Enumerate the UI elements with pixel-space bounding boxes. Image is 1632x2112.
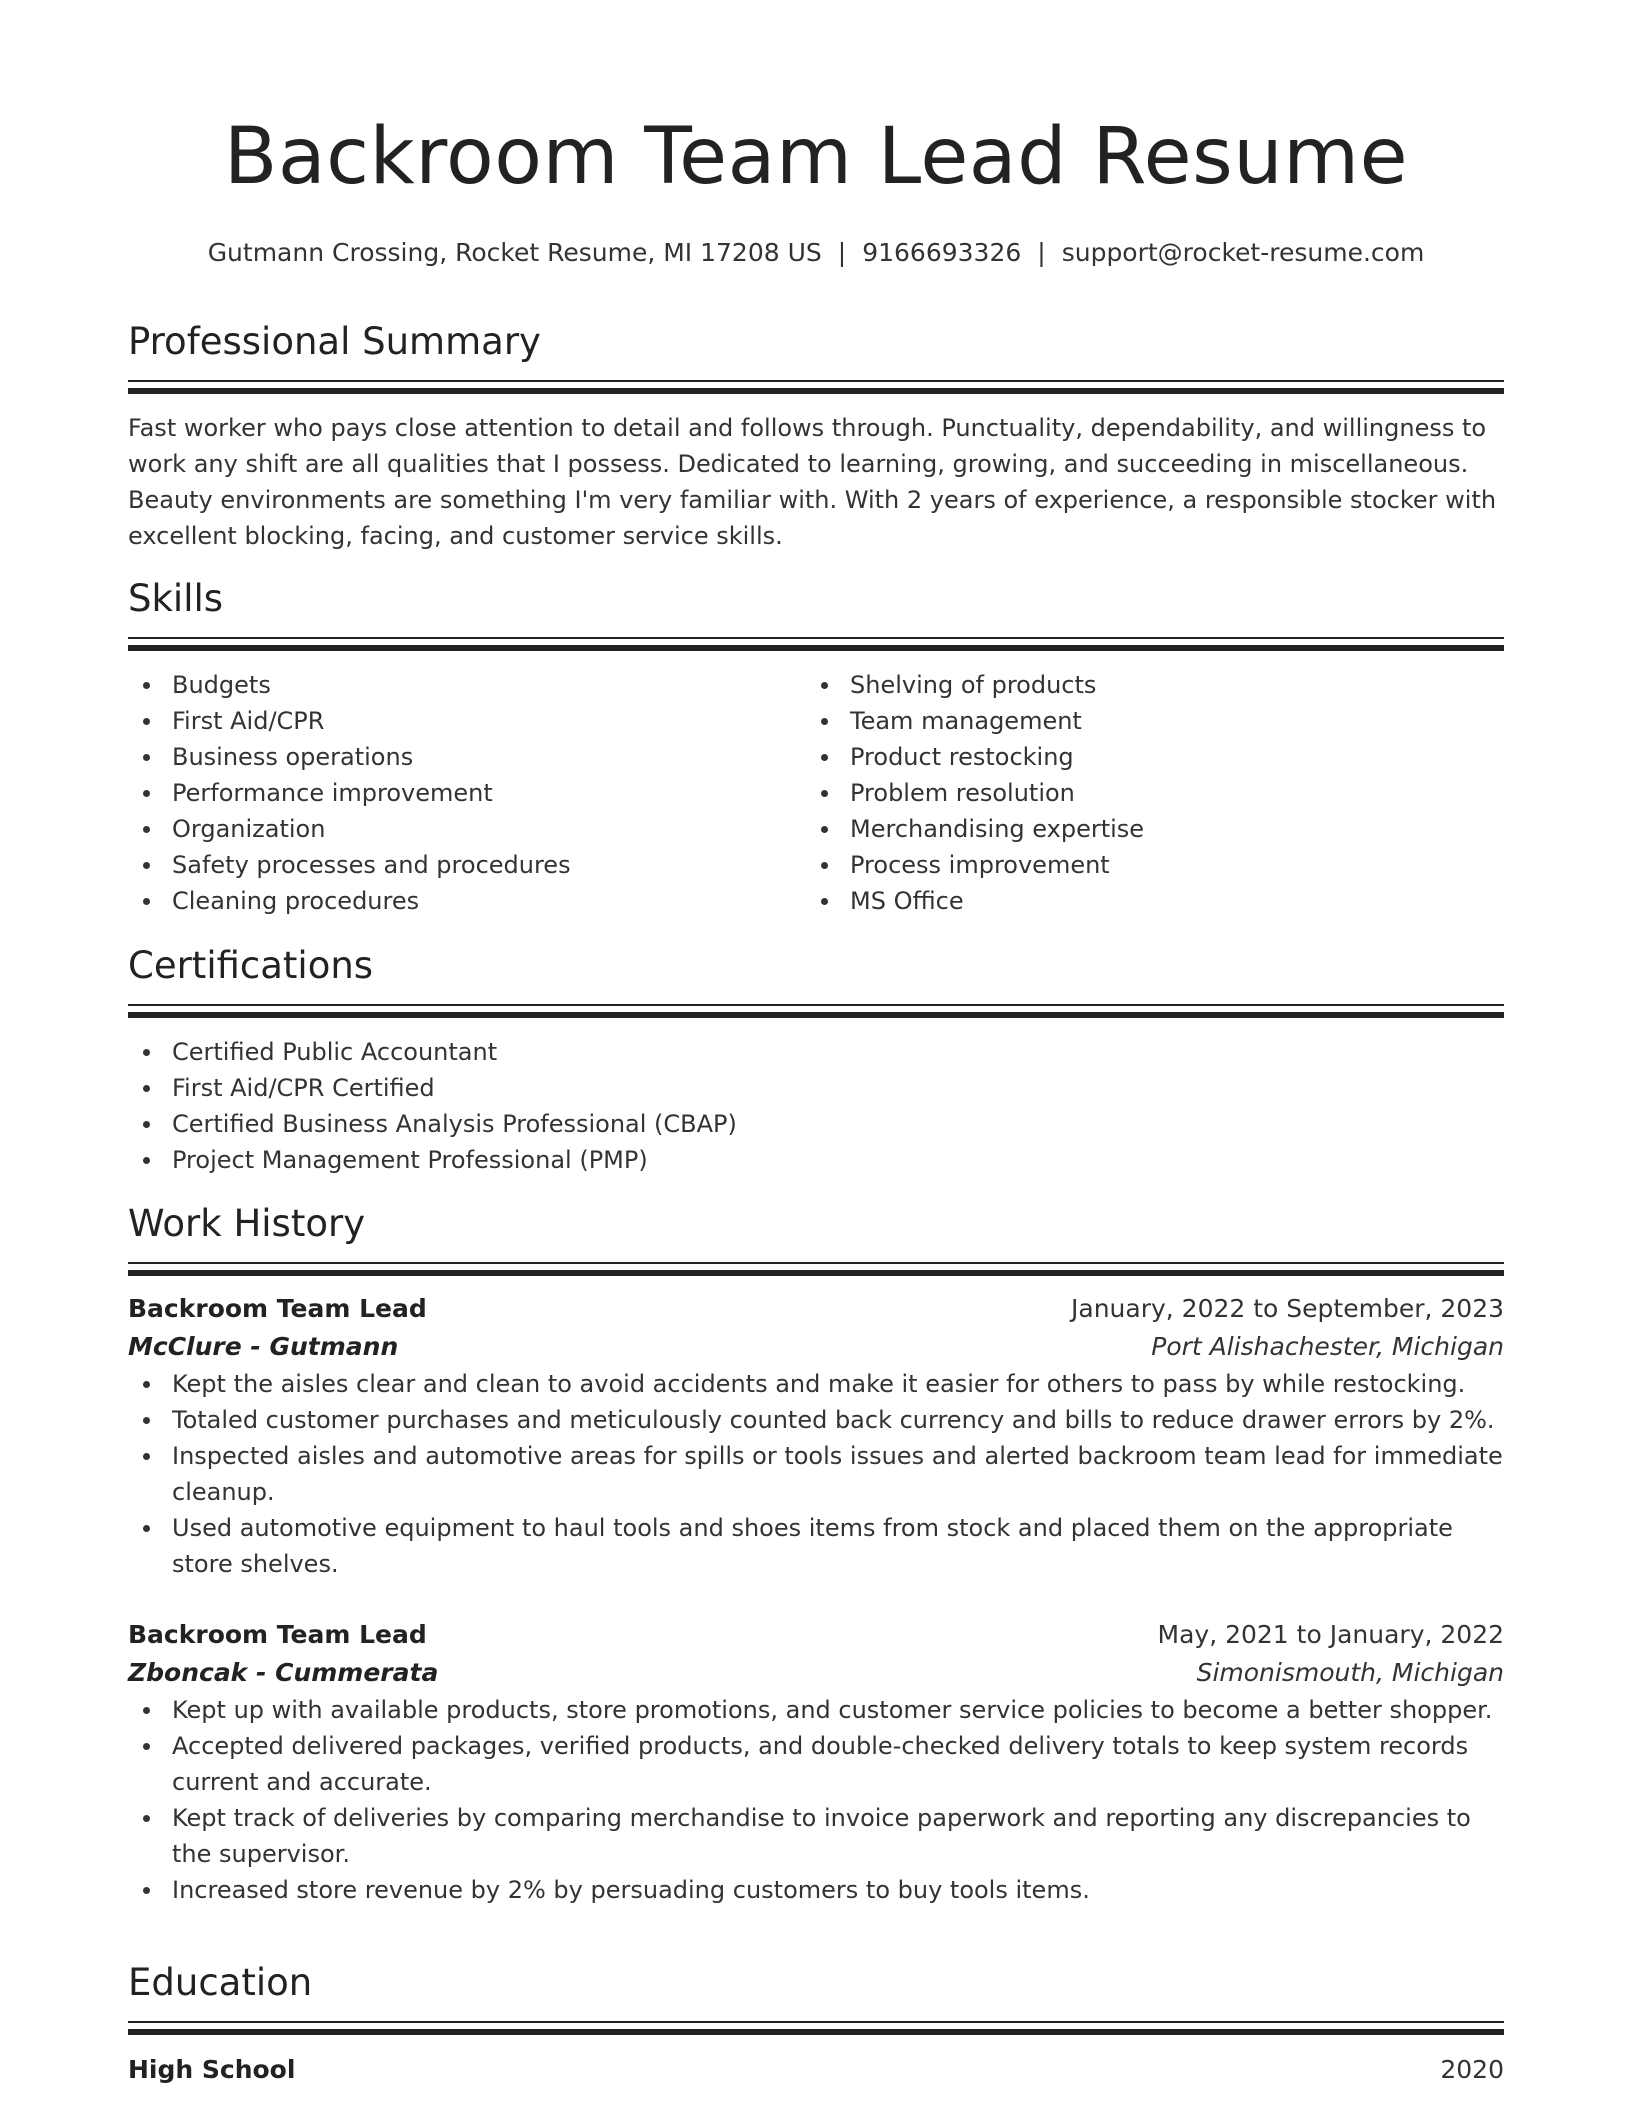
list-item: Increased store revenue by 2% by persuading customers to buy tools items. bbox=[128, 1872, 1504, 1908]
contact-separator: | bbox=[837, 238, 847, 267]
job-dates: January, 2022 to September, 2023 bbox=[1071, 1294, 1504, 1323]
list-item: First Aid/CPR Certified bbox=[128, 1070, 1504, 1106]
job-role: Backroom Team Lead bbox=[128, 1294, 427, 1323]
list-item: Totaled customer purchases and meticulously counted back currency and bills to reduce drawer errors by 2%. bbox=[128, 1402, 1504, 1438]
job-location: Port Alishachester, Michigan bbox=[1151, 1332, 1504, 1361]
list-item: Accepted delivered packages, verified products, and double-checked delivery totals to keep system records current and accurate. bbox=[128, 1728, 1504, 1800]
resume-title: Backroom Team Lead Resume bbox=[223, 112, 1409, 202]
section-heading: Certifications bbox=[128, 944, 374, 987]
section-heading: Education bbox=[128, 1961, 313, 2004]
list-item: Safety processes and procedures bbox=[128, 847, 806, 883]
job-header bbox=[128, 1290, 1504, 1328]
certifications-section bbox=[128, 944, 1504, 1178]
job-bullets bbox=[128, 1366, 1504, 1582]
list-item: Shelving of products bbox=[806, 667, 1484, 703]
section-divider bbox=[128, 2021, 1504, 2035]
skills-section bbox=[128, 577, 1504, 919]
section-divider bbox=[128, 380, 1504, 394]
job-entry bbox=[128, 1290, 1504, 1582]
job-company: Zboncak - Cummerata bbox=[128, 1658, 439, 1687]
education-degree: High School bbox=[128, 2055, 296, 2084]
skills-list-left bbox=[128, 667, 806, 919]
list-item: Product restocking bbox=[806, 739, 1484, 775]
job-role: Backroom Team Lead bbox=[128, 1620, 427, 1649]
skills-grid bbox=[128, 667, 1504, 919]
list-item: Inspected aisles and automotive areas for spills or tools issues and alerted backroom team lead for immediate cleanup. bbox=[128, 1438, 1504, 1510]
job-bullets bbox=[128, 1692, 1504, 1908]
skills-list-right bbox=[806, 667, 1484, 919]
section-divider bbox=[128, 637, 1504, 651]
list-item: Kept the aisles clear and clean to avoid accidents and make it easier for others to pass by while restocking. bbox=[128, 1366, 1504, 1402]
education-entry bbox=[128, 2051, 1504, 2089]
job-header bbox=[128, 1616, 1504, 1654]
certifications-list bbox=[128, 1034, 1504, 1178]
list-item: Process improvement bbox=[806, 847, 1484, 883]
list-item: Cleaning procedures bbox=[128, 883, 806, 919]
work-history-section bbox=[128, 1202, 1504, 1908]
list-item: Used automotive equipment to haul tools and shoes items from stock and placed them on the appropriate store shelves. bbox=[128, 1510, 1504, 1582]
contact-phone: 9166693326 bbox=[862, 238, 1022, 267]
section-heading: Professional Summary bbox=[128, 320, 541, 363]
summary-text: Fast worker who pays close attention to detail and follows through. Punctuality, dependability, and willingness to work any shift are all qualities that I possess. Dedicated to learning, growing, and succeeding in miscellaneous. Beauty environments are something I'm very familiar with. With 2 years of experience, a responsible stocker with excellent blocking, facing, and customer service skills. bbox=[128, 414, 1497, 550]
job-location: Simonismouth, Michigan bbox=[1196, 1658, 1504, 1687]
list-item: Kept up with available products, store promotions, and customer service policies to become a better shopper. bbox=[128, 1692, 1504, 1728]
job-dates: May, 2021 to January, 2022 bbox=[1157, 1620, 1504, 1649]
list-item: Problem resolution bbox=[806, 775, 1484, 811]
section-divider bbox=[128, 1004, 1504, 1018]
list-item: Project Management Professional (PMP) bbox=[128, 1142, 1504, 1178]
list-item: Budgets bbox=[128, 667, 806, 703]
education-year: 2020 bbox=[1440, 2055, 1504, 2084]
job-subheader bbox=[128, 1328, 1504, 1366]
summary-section bbox=[128, 320, 1504, 554]
job-company: McClure - Gutmann bbox=[128, 1332, 399, 1361]
list-item: Certified Business Analysis Professional (CBAP) bbox=[128, 1106, 1504, 1142]
list-item: Kept track of deliveries by comparing merchandise to invoice paperwork and reporting any discrepancies to the supervisor. bbox=[128, 1800, 1504, 1872]
contact-email: support@rocket-resume.com bbox=[1061, 238, 1425, 267]
contact-line bbox=[128, 240, 1504, 265]
list-item: MS Office bbox=[806, 883, 1484, 919]
section-divider bbox=[128, 1262, 1504, 1276]
job-subheader bbox=[128, 1654, 1504, 1692]
contact-separator: | bbox=[1037, 238, 1046, 267]
list-item: Certified Public Accountant bbox=[128, 1034, 1504, 1070]
section-heading: Work History bbox=[128, 1202, 366, 1245]
job-entry bbox=[128, 1616, 1504, 1908]
education-section bbox=[128, 1961, 1504, 2089]
list-item: Business operations bbox=[128, 739, 806, 775]
list-item: First Aid/CPR bbox=[128, 703, 806, 739]
contact-address: Gutmann Crossing, Rocket Resume, MI 17208 US bbox=[207, 238, 822, 267]
list-item: Organization bbox=[128, 811, 806, 847]
list-item: Performance improvement bbox=[128, 775, 806, 811]
list-item: Merchandising expertise bbox=[806, 811, 1484, 847]
section-heading: Skills bbox=[128, 577, 224, 620]
list-item: Team management bbox=[806, 703, 1484, 739]
